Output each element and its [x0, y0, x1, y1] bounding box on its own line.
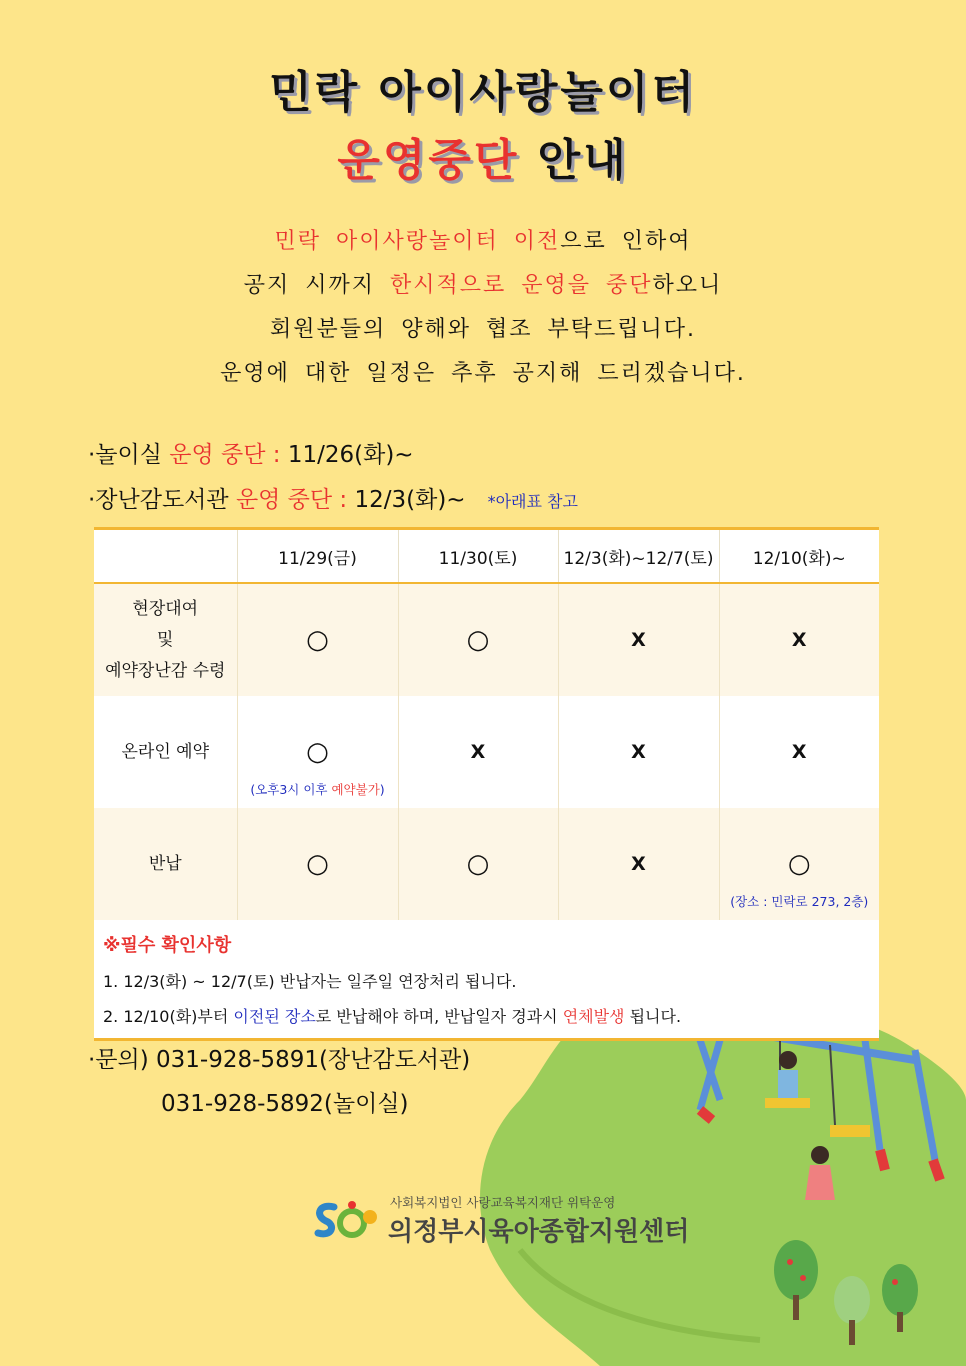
row-label-return: 반납: [94, 808, 237, 920]
col-1129: 11/29(금): [237, 530, 398, 583]
table-reference-note: *아래표 참고: [487, 492, 578, 511]
notes-heading: ※필수 확인사항: [103, 935, 232, 956]
phone-playroom: 031-928-5892(놀이실): [161, 1091, 409, 1117]
table-header-row: [94, 530, 879, 583]
center-logo-icon: [312, 1195, 382, 1245]
logo-subtitle: 사회복지법인 사랑교육복지재단 위탁운영: [390, 1195, 616, 1210]
phone-toy-library: 031-928-5891(장난감도서관): [156, 1047, 471, 1073]
intro-line-2: 공지 시까지 한시적으로 운영을 중단하오니: [243, 273, 723, 298]
page-title: 민락 아이사랑놀이터: [269, 67, 697, 118]
contact-line-2: [161, 1085, 409, 1118]
col-1210: 12/10(화)~: [719, 530, 879, 583]
note-item-1: 1. 12/3(화) ~ 12/7(토) 반납자는 일주일 연장처리 됩니다.: [103, 972, 517, 991]
row-label-pickup: 현장대여 및 예약장난감 수령: [94, 583, 237, 696]
page-subtitle: 운영중단 안내: [337, 135, 629, 186]
schedule-table: [94, 527, 879, 1041]
table-row: 현장대여 및 예약장난감 수령 ○ ○ X X: [94, 583, 879, 696]
required-notes: [94, 920, 879, 1038]
contact-line-1: ·문의) 031-928-5891(장난감도서관): [88, 1047, 471, 1073]
intro-line-1: 민락 아이사랑놀이터 이전으로 인하여: [274, 229, 692, 254]
col-123-127: 12/3(화)~12/7(토): [558, 530, 719, 583]
row-label-online: 온라인 예약: [94, 696, 237, 808]
playroom-closure: ·놀이실 운영 중단 : 11/26(화)~: [88, 442, 414, 468]
col-1130: 11/30(토): [398, 530, 558, 583]
table-row: 반납 ○ ○ X ○ (장소 : 민락로 273, 2층): [94, 808, 879, 920]
table-row: 온라인 예약 ○ (오후3시 이후 예약불가) X X X: [94, 696, 879, 808]
note-item-2: 2. 12/10(화)부터 이전된 장소로 반납해야 하며, 반납일자 경과시 연체발생 됩니다.: [103, 1007, 682, 1026]
intro-line-3: 회원분들의 양해와 협조 부탁드립니다.: [269, 317, 696, 342]
intro-line-4: 운영에 대한 일정은 추후 공지해 드리겠습니다.: [220, 361, 746, 386]
toy-library-closure: ·장난감도서관 운영 중단 : 12/3(화)~ *아래표 참고: [88, 487, 578, 513]
logo-name: 의정부시육아종합지원센터: [388, 1217, 690, 1247]
